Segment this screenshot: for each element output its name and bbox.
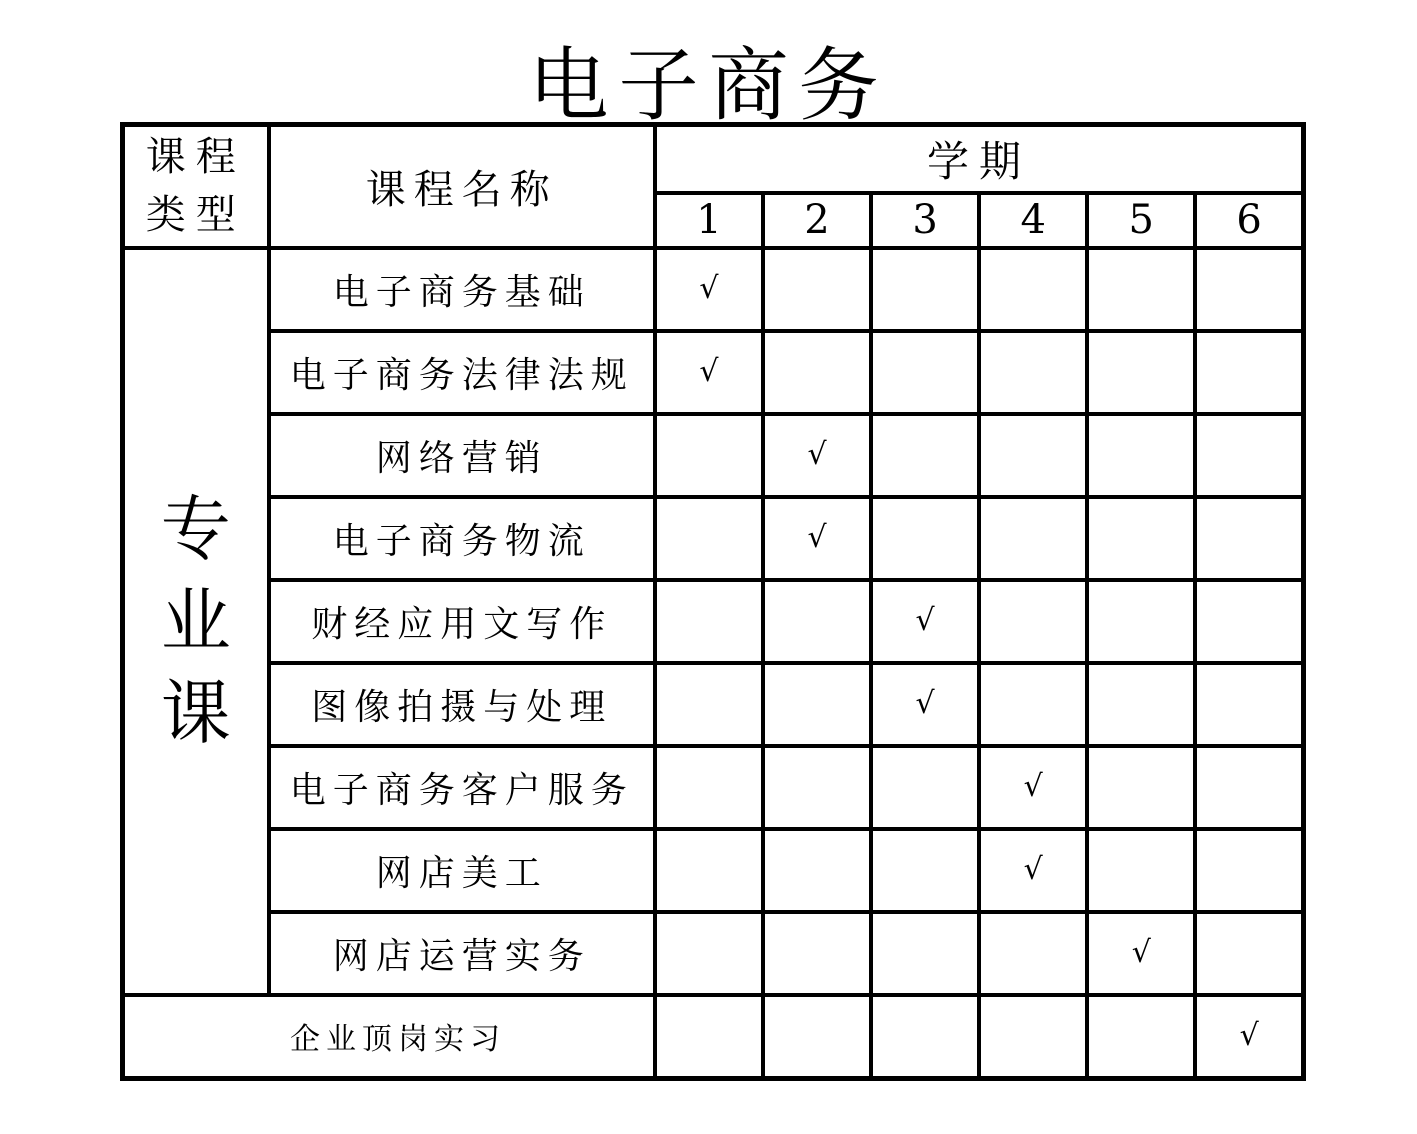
check-mark-icon: √ [915,603,935,639]
internship-name-cell: 企业顶岗实习 [123,995,655,1079]
course-name-cell: 网络营销 [269,414,655,497]
internship-semester-3-cell [871,995,979,1079]
internship-semester-2-cell [763,995,871,1079]
semester-number-6: 6 [1195,193,1303,248]
internship-semester-4-cell [979,995,1087,1079]
course-8-semester-4-cell [979,829,1087,912]
course-3-semester-2-cell [763,414,871,497]
internship-row [123,995,1304,1079]
course-1-semester-2-cell [763,248,871,331]
course-3-semester-4-cell [979,414,1087,497]
course-type-header-line2: 类型 [145,192,246,239]
course-6-semester-1-cell [655,663,763,746]
course-6-semester-4-cell [979,663,1087,746]
course-name-cell: 电子商务客户服务 [269,746,655,829]
course-name-cell: 网店美工 [269,829,655,912]
course-3-semester-6-cell [1195,414,1303,497]
check-mark-icon: √ [915,686,935,722]
course-name-cell: 电子商务物流 [269,497,655,580]
course-5-semester-5-cell [1087,580,1195,663]
table-row [123,497,1304,580]
course-8-semester-6-cell [1195,829,1303,912]
course-2-semester-5-cell [1087,331,1195,414]
course-name-header: 课程名称 [269,125,655,248]
course-6-semester-5-cell [1087,663,1195,746]
semester-number-5: 5 [1087,193,1195,248]
page-title: 电子商务 [528,39,889,132]
course-1-semester-3-cell [871,248,979,331]
table-row [123,829,1304,912]
check-mark-icon: √ [699,354,719,390]
course-2-semester-1-cell [655,331,763,414]
course-2-semester-2-cell [763,331,871,414]
semester-number-1: 1 [655,193,763,248]
curriculum-table [120,122,1306,1081]
semester-number-4: 4 [979,193,1087,248]
course-2-semester-6-cell [1195,331,1303,414]
course-3-semester-1-cell [655,414,763,497]
course-9-semester-6-cell [1195,912,1303,995]
course-name-cell: 财经应用文写作 [269,580,655,663]
course-8-semester-2-cell [763,829,871,912]
course-5-semester-3-cell [871,580,979,663]
course-type-line3: 课 [160,672,231,755]
course-name-cell: 电子商务基础 [269,248,655,331]
semester-number-3: 3 [871,193,979,248]
course-5-semester-4-cell [979,580,1087,663]
header-row-top [123,125,1304,193]
check-mark-icon: √ [807,520,827,556]
curriculum-table-wrapper [120,122,1306,1081]
course-4-semester-6-cell [1195,497,1303,580]
course-9-semester-3-cell [871,912,979,995]
table-row [123,746,1304,829]
course-1-semester-1-cell [655,248,763,331]
check-mark-icon: √ [1023,852,1043,888]
course-3-semester-5-cell [1087,414,1195,497]
course-3-semester-3-cell [871,414,979,497]
course-9-semester-1-cell [655,912,763,995]
course-type-line2: 业 [160,580,231,663]
table-row [123,414,1304,497]
course-4-semester-1-cell [655,497,763,580]
semester-number-2: 2 [763,193,871,248]
course-7-semester-3-cell [871,746,979,829]
internship-semester-5-cell [1087,995,1195,1079]
course-7-semester-2-cell [763,746,871,829]
course-9-semester-5-cell [1087,912,1195,995]
course-9-semester-4-cell [979,912,1087,995]
course-type-header [123,125,269,248]
course-7-semester-4-cell [979,746,1087,829]
course-type-cell [123,248,269,995]
internship-semester-1-cell [655,995,763,1079]
course-4-semester-3-cell [871,497,979,580]
check-mark-icon: √ [807,437,827,473]
internship-semester-6-cell [1195,995,1303,1079]
table-row [123,248,1304,331]
course-name-cell: 图像拍摄与处理 [269,663,655,746]
table-row [123,331,1304,414]
check-mark-icon: √ [1023,769,1043,805]
course-4-semester-4-cell [979,497,1087,580]
course-8-semester-5-cell [1087,829,1195,912]
course-5-semester-1-cell [655,580,763,663]
course-2-semester-3-cell [871,331,979,414]
course-8-semester-1-cell [655,829,763,912]
course-4-semester-2-cell [763,497,871,580]
table-row [123,912,1304,995]
course-6-semester-3-cell [871,663,979,746]
course-7-semester-5-cell [1087,746,1195,829]
course-1-semester-6-cell [1195,248,1303,331]
course-1-semester-4-cell [979,248,1087,331]
course-2-semester-4-cell [979,331,1087,414]
course-7-semester-6-cell [1195,746,1303,829]
course-7-semester-1-cell [655,746,763,829]
course-6-semester-6-cell [1195,663,1303,746]
table-row [123,580,1304,663]
table-row [123,663,1304,746]
course-type-line1: 专 [160,488,231,571]
course-6-semester-2-cell [763,663,871,746]
check-mark-icon: √ [1131,935,1151,971]
course-name-cell: 电子商务法律法规 [269,331,655,414]
course-8-semester-3-cell [871,829,979,912]
course-9-semester-2-cell [763,912,871,995]
course-1-semester-5-cell [1087,248,1195,331]
course-type-header-line1: 课程 [145,134,246,181]
semester-header: 学期 [655,125,1304,193]
course-5-semester-6-cell [1195,580,1303,663]
course-5-semester-2-cell [763,580,871,663]
course-name-cell: 网店运营实务 [269,912,655,995]
course-4-semester-5-cell [1087,497,1195,580]
check-mark-icon: √ [699,271,719,307]
check-mark-icon: √ [1239,1018,1259,1054]
